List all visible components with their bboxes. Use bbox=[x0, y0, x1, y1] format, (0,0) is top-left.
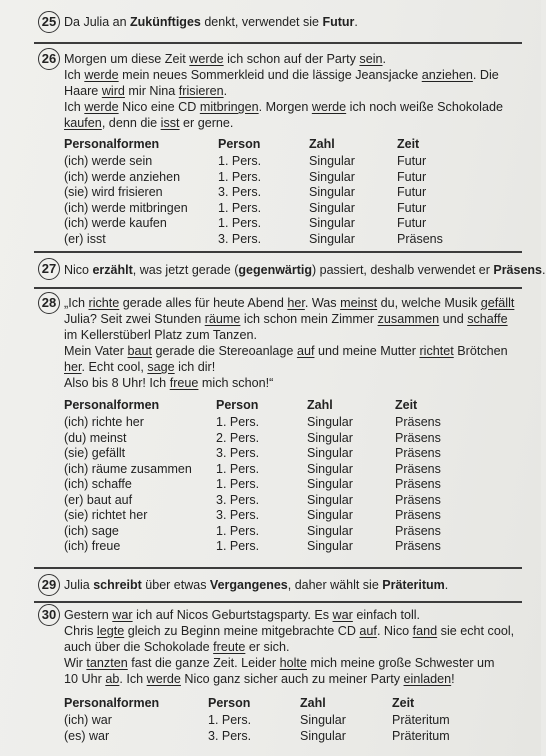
verb-underlined: fand bbox=[412, 624, 438, 638]
paragraph-line bbox=[64, 359, 519, 375]
table-cell: (er) baut auf bbox=[64, 492, 133, 507]
table-cell: Präsens bbox=[395, 446, 441, 460]
table-cell: (ich) werde kaufen bbox=[64, 216, 167, 230]
table-cell: Futur bbox=[397, 154, 427, 168]
table-cell: 1. Pers. bbox=[218, 216, 262, 230]
text-segment: du, welche Musik bbox=[377, 296, 481, 310]
verb-underlined: sage bbox=[147, 360, 175, 374]
table-cell: Präsens bbox=[395, 523, 441, 538]
table-cell: Singular bbox=[309, 216, 355, 230]
text-segment: mich schon!“ bbox=[198, 376, 274, 390]
table-cell: Präteritum bbox=[392, 713, 450, 727]
table-cell: Futur bbox=[397, 200, 427, 215]
table-cell: (ich) werde mitbringen bbox=[64, 200, 188, 215]
verb-underlined: freue bbox=[169, 376, 199, 390]
paragraph-line bbox=[64, 671, 519, 687]
verb-underlined: einladen bbox=[403, 672, 452, 686]
table-cell: (sie) richtet her bbox=[64, 508, 148, 522]
text-segment: Wir bbox=[64, 656, 87, 670]
text-segment: ich dir! bbox=[174, 360, 216, 374]
text-segment: einfach toll. bbox=[352, 608, 421, 622]
text-segment: Morgen um diese Zeit bbox=[64, 52, 190, 66]
verb-underlined: baut bbox=[127, 344, 152, 358]
text-segment: . Was bbox=[304, 296, 341, 310]
text-segment: und meine Mutter bbox=[314, 344, 420, 358]
table-cell: Präsens bbox=[395, 492, 441, 507]
table-cell: (ich) war bbox=[64, 713, 112, 727]
text-segment: Brötchen bbox=[453, 344, 508, 358]
text-segment: ich schon auf der Party bbox=[223, 52, 360, 66]
exercise-number-28: 28 bbox=[38, 292, 60, 314]
exercise-number-30: 30 bbox=[38, 604, 60, 626]
table-cell: Singular bbox=[307, 461, 353, 476]
table-cell: (er) isst bbox=[64, 231, 106, 246]
table-cell: 1. Pers. bbox=[218, 200, 262, 215]
text-segment: sie echt cool, bbox=[437, 624, 515, 638]
text-segment: . Nico bbox=[376, 624, 413, 638]
column-header: Zeit bbox=[397, 137, 420, 151]
verb-underlined: ab bbox=[105, 672, 120, 686]
text-segment: Julia? Seit zwei Stunden bbox=[64, 312, 205, 326]
table-cell: 3. Pers. bbox=[216, 446, 260, 460]
text-segment: Gestern bbox=[64, 608, 113, 622]
table-cell: (ich) werde sein bbox=[64, 154, 153, 168]
table-cell: Präsens bbox=[397, 231, 443, 246]
paragraph-line bbox=[64, 655, 519, 671]
table-cell: (es) war bbox=[64, 728, 110, 743]
verb-underlined: war bbox=[112, 608, 133, 622]
verb-underlined: werde bbox=[84, 100, 119, 114]
verb-underlined: holte bbox=[279, 656, 307, 670]
exercise-number-25: 25 bbox=[38, 11, 60, 33]
table-cell: 1. Pers. bbox=[216, 523, 260, 538]
table-cell: Singular bbox=[307, 523, 353, 538]
table-cell: Futur bbox=[397, 185, 427, 199]
table-cell: Präsens bbox=[395, 430, 441, 445]
verb-underlined: tanzten bbox=[86, 656, 128, 670]
section-27-text: Nico erzählt, was jetzt gerade (gegenwärtig) passiert, deshalb verwendet er Präsens. bbox=[64, 263, 546, 277]
text-segment: er sich. bbox=[245, 640, 290, 654]
verb-underlined: zusammen bbox=[377, 312, 440, 326]
exercise-number-26: 26 bbox=[38, 48, 60, 70]
column-header: Zahl bbox=[307, 398, 333, 412]
section-25-text: Da Julia an Zukünftiges denkt, verwendet sie Futur. bbox=[64, 15, 358, 29]
column-header: Person bbox=[208, 696, 251, 710]
text-segment: . bbox=[223, 84, 228, 98]
column-header: Zahl bbox=[300, 696, 326, 710]
column-header: Personalformen bbox=[64, 137, 160, 151]
divider bbox=[34, 287, 522, 289]
table-cell: Präsens bbox=[395, 415, 441, 429]
section-28-paragraph bbox=[64, 295, 519, 391]
section-29-text: Julia schreibt über etwas Vergangenes, daher wählt sie Präteritum. bbox=[64, 578, 449, 592]
text-segment: . Echt cool, bbox=[81, 360, 148, 374]
table-cell: Singular bbox=[300, 728, 346, 743]
verb-underlined: legte bbox=[96, 624, 125, 638]
text-segment: . Ich bbox=[119, 672, 147, 686]
text-segment: im Kellerstüberl Platz zum Tanzen. bbox=[64, 328, 257, 342]
exercise-number-27: 27 bbox=[38, 258, 60, 280]
paragraph-line bbox=[64, 343, 519, 359]
table-cell: (ich) räume zusammen bbox=[64, 461, 192, 476]
table-cell: Singular bbox=[307, 446, 353, 460]
verb-underlined: her bbox=[287, 296, 305, 310]
table-cell: 1. Pers. bbox=[216, 415, 260, 429]
verb-underlined: werde bbox=[84, 68, 119, 82]
table-cell: Singular bbox=[307, 539, 353, 553]
table-cell: Singular bbox=[307, 430, 353, 445]
text-segment: „Ich bbox=[64, 296, 89, 310]
paragraph-line bbox=[64, 607, 519, 623]
verb-underlined: schaffe bbox=[467, 312, 508, 326]
paragraph-line bbox=[64, 295, 519, 311]
table-cell: Singular bbox=[309, 185, 355, 199]
verb-underlined: auf bbox=[359, 624, 377, 638]
column-header: Zeit bbox=[392, 696, 415, 710]
table-cell: (ich) werde anziehen bbox=[64, 169, 181, 184]
verb-underlined: her bbox=[64, 360, 82, 374]
text-segment: Also bis 8 Uhr! Ich bbox=[64, 376, 170, 390]
verb-underlined: war bbox=[332, 608, 353, 622]
table-cell: (sie) gefällt bbox=[64, 446, 126, 460]
table-cell: Präsens bbox=[395, 477, 441, 491]
table-cell: Präsens bbox=[395, 508, 441, 522]
table-cell: Singular bbox=[309, 169, 355, 184]
column-header: Personalformen bbox=[64, 398, 160, 412]
table-cell: Singular bbox=[307, 477, 353, 491]
table-cell: 1. Pers. bbox=[218, 169, 262, 184]
text-segment: Ich bbox=[64, 100, 85, 114]
text-segment: 10 Uhr bbox=[64, 672, 106, 686]
divider bbox=[34, 601, 522, 603]
paragraph-line bbox=[64, 623, 519, 639]
paragraph-line bbox=[64, 639, 519, 655]
verb-underlined: auf bbox=[296, 344, 315, 358]
verb-underlined: wird bbox=[101, 84, 125, 98]
verb-underlined: richtet bbox=[419, 344, 454, 358]
text-segment: Mein Vater bbox=[64, 344, 128, 358]
column-header: Person bbox=[218, 137, 261, 151]
section-30-paragraph bbox=[64, 607, 519, 687]
verb-underlined: gefällt bbox=[480, 296, 515, 310]
verb-underlined: räume bbox=[204, 312, 241, 326]
verb-underlined: meinst bbox=[340, 296, 378, 310]
table-cell: (sie) wird frisieren bbox=[64, 185, 163, 199]
table-cell: Futur bbox=[397, 169, 427, 184]
text-segment: , denn die bbox=[101, 116, 161, 130]
table-cell: Singular bbox=[300, 713, 346, 727]
text-segment: gleich zu Beginn meine mitgebrachte CD bbox=[124, 624, 360, 638]
table-cell: Singular bbox=[309, 200, 355, 215]
table-cell: Singular bbox=[307, 415, 353, 429]
table-cell: (du) meinst bbox=[64, 430, 127, 445]
verb-underlined: isst bbox=[160, 116, 180, 130]
table-cell: Präteritum bbox=[392, 728, 450, 743]
table-cell: 1. Pers. bbox=[216, 477, 260, 491]
text-segment: ich noch weiße Schokolade bbox=[346, 100, 503, 114]
text-segment: gerade alles für heute Abend bbox=[119, 296, 288, 310]
text-segment: Chris bbox=[64, 624, 97, 638]
text-segment: er gerne. bbox=[179, 116, 234, 130]
verb-underlined: werde bbox=[146, 672, 181, 686]
paragraph-line bbox=[64, 51, 519, 67]
text-segment: ! bbox=[451, 672, 455, 686]
text-segment: . Morgen bbox=[258, 100, 312, 114]
column-header: Zeit bbox=[395, 398, 418, 412]
table-cell: 1. Pers. bbox=[216, 539, 260, 553]
text-segment: auch über die Schokolade bbox=[64, 640, 214, 654]
verb-underlined: richte bbox=[88, 296, 120, 310]
table-cell: Singular bbox=[307, 492, 353, 507]
paragraph-line bbox=[64, 83, 519, 99]
text-segment: ich auf Nicos Geburtstagsparty. Es bbox=[132, 608, 333, 622]
paragraph-line bbox=[64, 375, 519, 391]
paragraph-line bbox=[64, 311, 519, 327]
verb-underlined: kaufen bbox=[64, 116, 102, 130]
table-cell: (ich) richte her bbox=[64, 415, 144, 429]
paragraph-line bbox=[64, 115, 519, 131]
text-segment: Ich bbox=[64, 68, 85, 82]
text-segment: fast die ganze Zeit. Leider bbox=[127, 656, 280, 670]
text-segment: gerade die Stereoanlage bbox=[151, 344, 297, 358]
paragraph-line bbox=[64, 327, 519, 343]
table-cell: (ich) freue bbox=[64, 539, 121, 553]
divider bbox=[34, 251, 522, 253]
table-cell: 1. Pers. bbox=[218, 154, 262, 168]
table-cell: 1. Pers. bbox=[208, 713, 252, 727]
table-cell: 3. Pers. bbox=[218, 231, 262, 246]
table-cell: 3. Pers. bbox=[216, 508, 260, 522]
table-cell: Singular bbox=[307, 508, 353, 522]
table-cell: 1. Pers. bbox=[216, 461, 260, 476]
text-segment: mich meine große Schwester um bbox=[306, 656, 495, 670]
column-header: Personalformen bbox=[64, 696, 160, 710]
text-segment: Haare bbox=[64, 84, 102, 98]
divider bbox=[34, 567, 522, 569]
verb-underlined: anziehen bbox=[421, 68, 473, 82]
verb-underlined: werde bbox=[311, 100, 347, 114]
table-cell: (ich) schaffe bbox=[64, 477, 132, 491]
text-segment: Nico ganz sicher auch zu meiner Party bbox=[180, 672, 404, 686]
table-cell: 3. Pers. bbox=[216, 492, 260, 507]
table-cell: Präsens bbox=[395, 539, 441, 553]
column-header: Zahl bbox=[309, 137, 335, 151]
text-segment: . bbox=[382, 52, 387, 66]
table-cell: Singular bbox=[309, 231, 355, 246]
table-cell: 3. Pers. bbox=[218, 185, 262, 199]
table-cell: 2. Pers. bbox=[216, 430, 260, 445]
verb-underlined: werde bbox=[189, 52, 224, 66]
table-cell: Futur bbox=[397, 216, 427, 230]
exercise-number-29: 29 bbox=[38, 574, 60, 596]
verb-underlined: mitbringen bbox=[199, 100, 259, 114]
text-segment: und bbox=[439, 312, 468, 326]
table-cell: Singular bbox=[309, 154, 355, 168]
table-cell: 3. Pers. bbox=[208, 728, 252, 743]
text-segment: mein neues Sommerkleid und die lässige Jeansjacke bbox=[118, 68, 422, 82]
text-segment: . Die bbox=[472, 68, 499, 82]
section-26-paragraph bbox=[64, 51, 519, 131]
paragraph-line bbox=[64, 67, 519, 83]
table-cell: Präsens bbox=[395, 461, 441, 476]
verb-underlined: freute bbox=[213, 640, 246, 654]
text-segment: Nico eine CD bbox=[118, 100, 200, 114]
verb-underlined: sein bbox=[359, 52, 383, 66]
table-cell: (ich) sage bbox=[64, 523, 119, 538]
paragraph-line bbox=[64, 99, 519, 115]
divider bbox=[34, 42, 522, 44]
verb-underlined: frisieren bbox=[178, 84, 224, 98]
text-segment: mir Nina bbox=[124, 84, 179, 98]
column-header: Person bbox=[216, 398, 259, 412]
text-segment: ich schon mein Zimmer bbox=[240, 312, 378, 326]
